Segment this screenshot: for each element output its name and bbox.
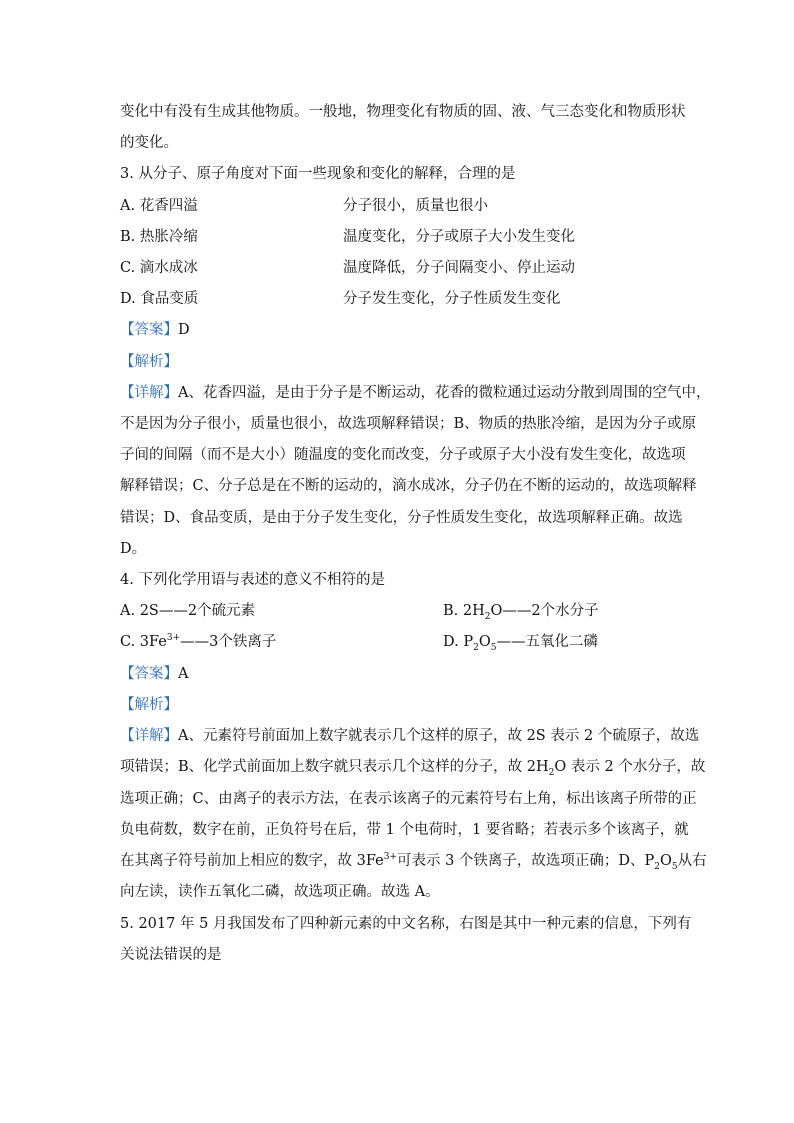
q3-analysis-label: 【解析】: [120, 354, 178, 370]
q3-detail-line-2: 不是因为分子很小，质量也很小，故选项解释错误；B、物质的热胀冷缩，是因为分子或原: [120, 416, 697, 432]
q3-option-b-explain: 温度变化，分子或原子大小发生变化: [343, 229, 575, 245]
q4-option-d-sub1: 2: [473, 642, 479, 653]
q3-option-a-explain: 分子很小，质量也很小: [343, 198, 488, 214]
q3-answer-value: D: [178, 322, 190, 338]
q4-detail-5-o: O: [660, 853, 672, 869]
intro-line-2: 的变化。: [120, 135, 178, 151]
q3-detail-tag: 【详解】: [120, 385, 178, 401]
q4-detail-5-sub2: 5: [671, 861, 678, 872]
q4-analysis-label: 【解析】: [120, 697, 178, 713]
q4-option-b-pre: B. 2H: [443, 603, 485, 619]
q4-detail-2-post: O 表示 2 个水分子，故: [554, 759, 706, 775]
q3-option-a-label: A. 花香四溢: [120, 198, 198, 214]
q4-detail-5-post: 从右: [677, 853, 707, 869]
q3-option-c-explain: 温度降低，分子间隔变小、停止运动: [343, 260, 575, 276]
q4-detail-5-sub1: 2: [654, 861, 661, 872]
q3-option-b-label: B. 热胀冷缩: [120, 229, 198, 245]
q3-detail-line-5: 错误；D、食品变质，是由于分子发生变化，分子性质发生变化，故选项解释正确。故选: [120, 510, 683, 526]
q4-option-c: [120, 632, 276, 652]
q4-detail-2-sub: 2: [548, 767, 555, 778]
q4-detail-line-2: [120, 757, 705, 777]
q3-stem: 3. 从分子、原子角度对下面一些现象和变化的解释，合理的是: [120, 166, 516, 182]
q4-option-d-sub2: 5: [490, 642, 497, 653]
q4-detail-line-5: [120, 851, 707, 871]
q4-option-d: [443, 632, 598, 652]
q4-answer-value: A: [178, 666, 189, 682]
q4-option-b-sub: 2: [484, 611, 491, 622]
q4-option-c-sup: 3+: [166, 633, 181, 644]
q4-detail-line-4: 负电荷数，数字在前，正负符号在后，带 1 个电荷时，1 要省略；若表示多个该离子，就: [120, 822, 689, 838]
q4-detail-5-sup: 3+: [383, 852, 397, 863]
q4-detail-2-pre: 项错误；B、化学式前面加上数字就只表示几个这样的分子，故 2H: [120, 759, 549, 775]
intro-line-1: 变化中有没有生成其他物质。一般地，物理变化有物质的固、液、气三态变化和物质形状: [120, 104, 686, 120]
q4-detail-5-pre: 在其离子符号前加上相应的数字，故 3Fe: [120, 853, 384, 869]
q3-option-c-label: C. 滴水成冰: [120, 260, 198, 276]
q4-option-d-mid: O: [478, 634, 491, 650]
q3-analysis-tag: [120, 352, 178, 372]
q3-answer: [120, 320, 190, 340]
q4-stem: 4. 下列化学用语与表述的意义不相符的是: [120, 572, 385, 588]
q4-option-b: [443, 601, 599, 621]
q4-detail-5-mid: 可表示 3 个铁离子，故选项正确；D、P: [396, 853, 655, 869]
q4-option-d-post: ——五氧化二磷: [496, 634, 598, 650]
q3-detail-line-4: 解释错误；C、分子总是在不断的运动的，滴水成冰，分子仍在不断的运动的，故选项解释: [120, 478, 697, 494]
q3-detail-line-1: [120, 383, 710, 403]
q3-option-d-label: D. 食品变质: [120, 291, 199, 307]
q4-option-a: A. 2S——2个硫元素: [120, 603, 256, 619]
q3-detail-text-1: A、花香四溢，是由于分子是不断运动，花香的微粒通过运动分散到周围的空气中，: [178, 385, 711, 401]
q4-option-c-post: ——3个铁离子: [180, 634, 277, 650]
q3-detail-line-3: 子间的间隔（而不是大小）随温度的变化而改变，分子或原子大小没有发生变化，故选项: [120, 447, 686, 463]
q3-answer-tag: 【答案】: [120, 322, 178, 338]
q4-detail-line-1: [120, 726, 699, 746]
q5-stem-line-1: 5. 2017 年 5 月我国发布了四种新元素的中文名称，右图是其中一种元素的信息，下列有: [120, 916, 692, 932]
q3-detail-line-6: D。: [120, 541, 147, 557]
q4-analysis-tag: [120, 695, 178, 715]
q4-option-d-pre: D. P: [443, 634, 474, 650]
q4-detail-line-6: 向左读，读作五氧化二磷，故选项正确。故选 A。: [120, 884, 440, 900]
q5-stem-line-2: 关说法错误的是: [120, 947, 222, 963]
q4-option-c-pre: C. 3Fe: [120, 634, 167, 650]
q4-answer-tag: 【答案】: [120, 666, 178, 682]
q4-detail-line-3: 选项正确；C、由离子的表示方法，在表示该离子的元素符号右上角，标出该离子所带的正: [120, 791, 697, 807]
q4-option-b-post: O——2个水分子: [490, 603, 599, 619]
q4-detail-text-1: A、元素符号前面加上数字就表示几个这样的原子，故 2S 表示 2 个硫原子，故选: [178, 728, 700, 744]
q4-answer: [120, 664, 188, 684]
q4-detail-tag: 【详解】: [120, 728, 178, 744]
q3-option-d-explain: 分子发生变化，分子性质发生变化: [343, 291, 561, 307]
